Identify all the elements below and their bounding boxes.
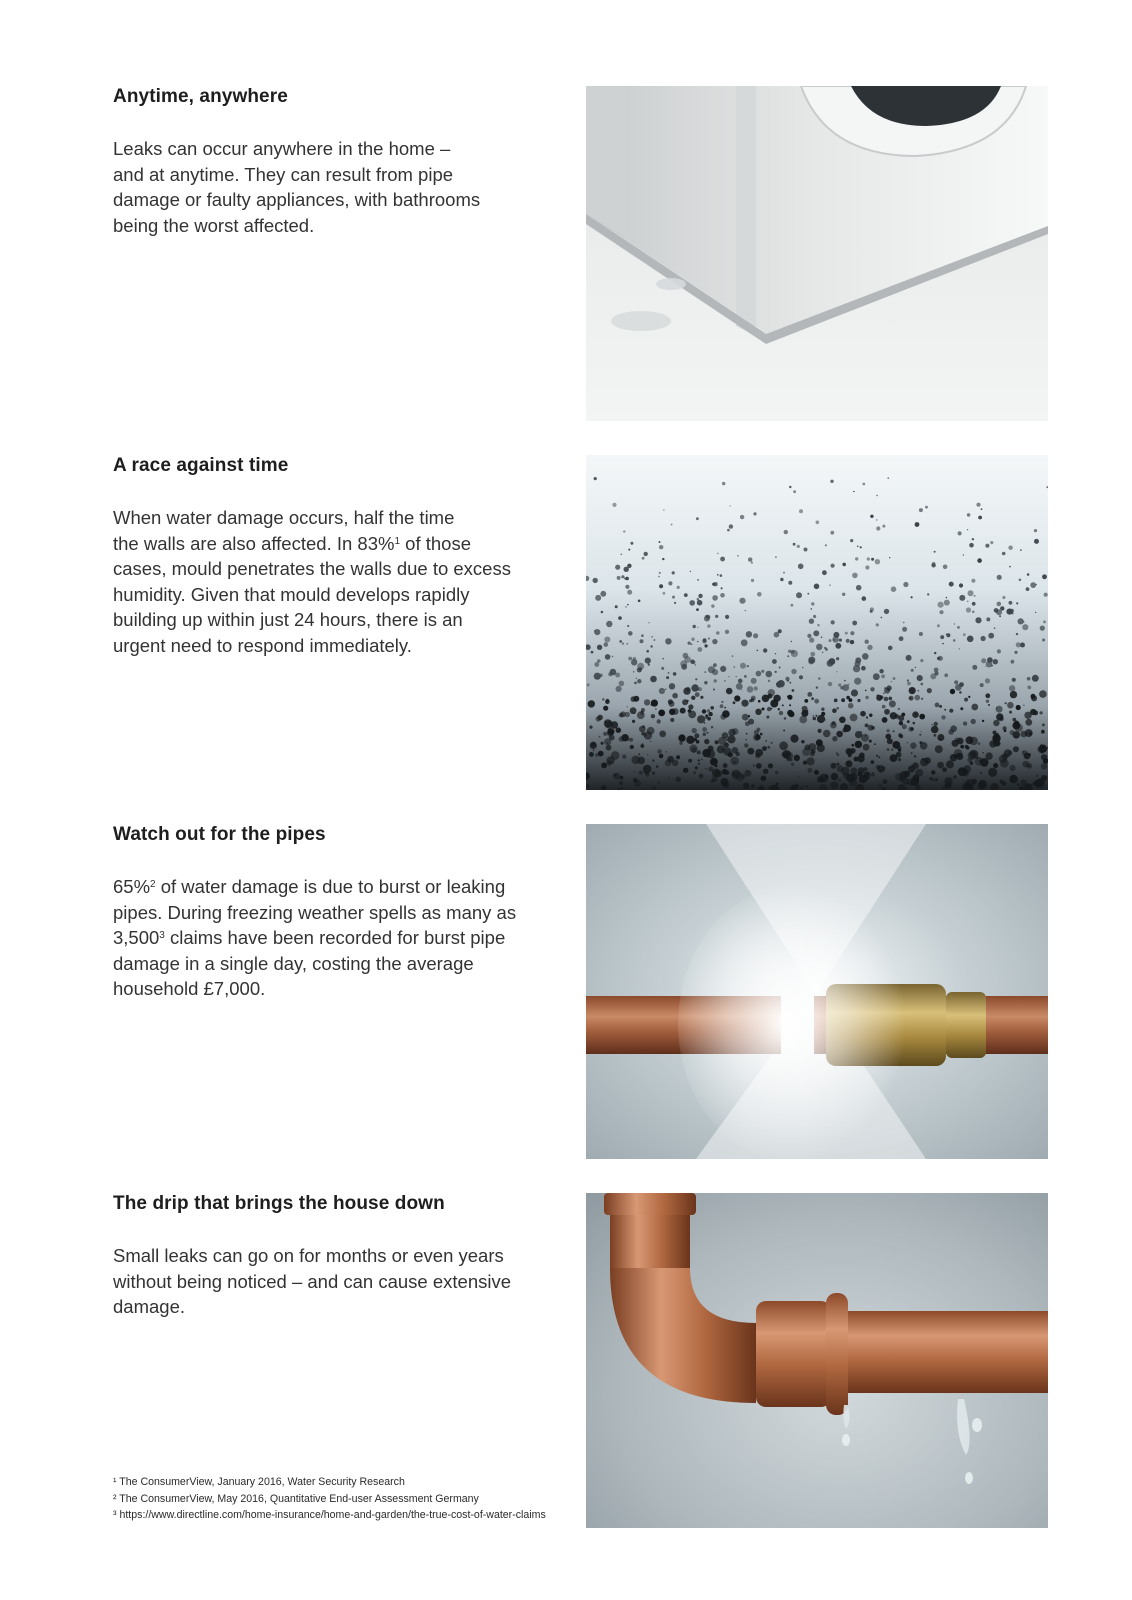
- section-body: Small leaks can go on for months or even years without being noticed – and can cause extensive damage.: [113, 1245, 512, 1317]
- footnote-2: ² The ConsumerView, May 2016, Quantitative End-user Assessment Germany: [113, 1492, 479, 1505]
- footnote-3: ³ https://www.directline.com/home-insurance/home-and-garden/the-true-cost-of-water-claims: [113, 1509, 546, 1521]
- dripping-copper-pipe-photo: [586, 1193, 1048, 1528]
- section-drip-house-down: [113, 1193, 533, 1320]
- section-watch-out-pipes: [113, 824, 533, 1002]
- section-heading: A race against time: [113, 455, 289, 476]
- section-body: Leaks can occur anywhere in the home – and at anytime. They can result from pipe damage or faulty appliances, with bathrooms being the worst affected.: [113, 138, 481, 236]
- section-heading: Watch out for the pipes: [113, 824, 326, 845]
- burst-pipe-photo: [586, 824, 1048, 1159]
- section-race-against-time: [113, 455, 533, 658]
- footnote-1: ¹ The ConsumerView, January 2016, Water Security Research: [113, 1476, 405, 1488]
- footnotes: [113, 1474, 583, 1524]
- footnote-ref: 1: [394, 535, 401, 547]
- mould-wall-photo: [586, 455, 1048, 790]
- footnote-ref: 3: [159, 930, 165, 941]
- section-body: When water damage occurs, half the time the walls are also affected. In 83%$^1$ of those cases, mould penetrates the walls due to excess humidity. Given that mould develops rapidly building up within just 24 hours, there is an urgent need to respond immediately.: [113, 507, 511, 656]
- section-heading: Anytime, anywhere: [113, 86, 288, 107]
- section-body: 65%$^2$ of water damage is due to burst or leaking pipes. During freezing weather spells as many as 3,500$^3$ claims have been recorded for burst pipe damage in a single day, costing the average household £7,000.: [113, 876, 517, 999]
- section-anytime-anywhere: [113, 86, 533, 238]
- footnote-ref: 2: [150, 879, 156, 890]
- section-heading: The drip that brings the house down: [113, 1193, 445, 1214]
- washing-machine-leak-photo: [586, 86, 1048, 421]
